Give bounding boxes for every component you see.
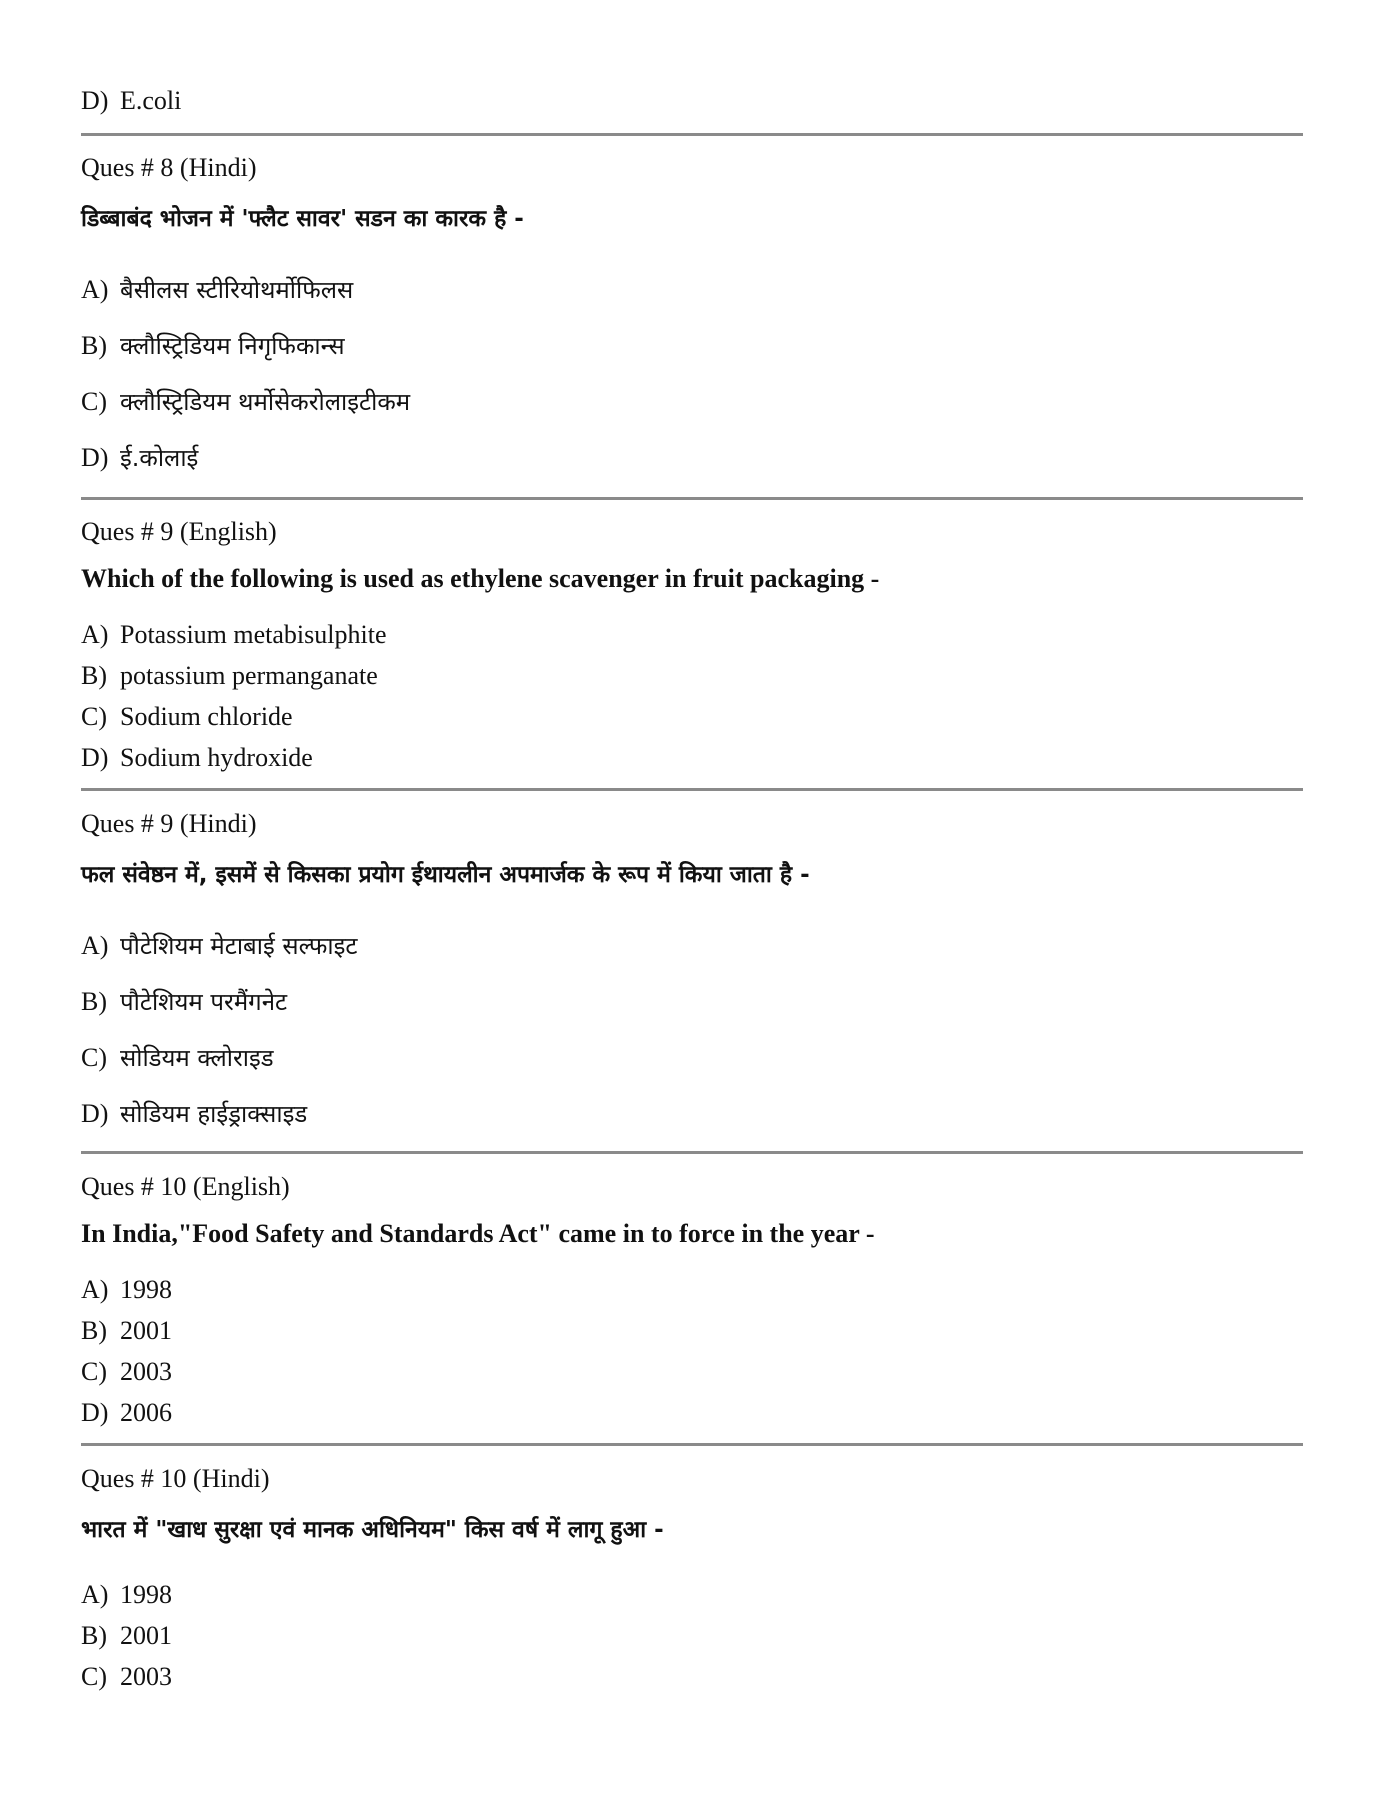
- option-label: A): [81, 931, 109, 960]
- option-label: A): [81, 1275, 109, 1304]
- option-text: 2003: [120, 1357, 172, 1386]
- option-d: [81, 745, 313, 771]
- option-a: [81, 277, 353, 303]
- option-label: A): [81, 620, 109, 649]
- option-b: [81, 333, 345, 359]
- option-text: 2006: [120, 1398, 172, 1427]
- option-text: बैसीलस स्टीरियोथर्मोफिलस: [120, 276, 354, 304]
- option-label: C): [81, 1043, 107, 1072]
- question-text: फल संवेष्ठन में, इसमें से किसका प्रयोग ईथायलीन अपमार्जक के रूप में किया जाता है -: [81, 862, 810, 888]
- option-d: [81, 88, 181, 114]
- option-text: 2001: [120, 1316, 172, 1345]
- question-header: Ques # 10 (English): [81, 1172, 290, 1201]
- option-b: [81, 1623, 172, 1649]
- option-label: B): [81, 331, 107, 360]
- question-header: Ques # 9 (Hindi): [81, 809, 257, 838]
- option-label: A): [81, 1580, 109, 1609]
- option-label: D): [81, 743, 109, 772]
- option-label: D): [81, 86, 109, 115]
- option-text: पौटेशियम परमैंगनेट: [120, 988, 288, 1016]
- option-text: पौटेशियम मेटाबाई सल्फाइट: [120, 932, 358, 960]
- option-d: [81, 1101, 307, 1127]
- option-label: D): [81, 1099, 109, 1128]
- option-c: [81, 1045, 274, 1071]
- option-text: E.coli: [120, 86, 182, 115]
- option-text: 1998: [120, 1275, 172, 1304]
- divider: [81, 133, 1303, 136]
- option-c: [81, 1664, 172, 1690]
- option-b: [81, 663, 378, 689]
- option-label: C): [81, 702, 107, 731]
- divider: [81, 497, 1303, 500]
- option-text: क्लौस्ट्रिडियम निगृफिकान्स: [120, 332, 345, 360]
- option-text: सोडियम क्लोराइड: [120, 1044, 274, 1072]
- option-d: [81, 1400, 172, 1426]
- question-text: In India,"Food Safety and Standards Act" came in to force in the year -: [81, 1219, 875, 1248]
- question-text: भारत में "खाध सुरक्षा एवं मानक अधिनियम" किस वर्ष में लागू हुआ -: [81, 1517, 664, 1543]
- option-label: C): [81, 387, 107, 416]
- question-text: डिब्बाबंद भोजन में 'फ्लैट सावर' सडन का कारक है -: [81, 206, 524, 232]
- option-d: [81, 445, 198, 471]
- question-header: Ques # 10 (Hindi): [81, 1464, 270, 1493]
- option-text: 1998: [120, 1580, 172, 1609]
- divider: [81, 788, 1303, 791]
- option-text: potassium permanganate: [120, 661, 378, 690]
- question-text: Which of the following is used as ethylene scavenger in fruit packaging -: [81, 564, 880, 593]
- option-label: D): [81, 443, 109, 472]
- option-label: C): [81, 1357, 107, 1386]
- option-a: [81, 933, 358, 959]
- option-text: क्लौस्ट्रिडियम थर्मोसेकरोलाइटीकम: [120, 388, 411, 416]
- option-label: A): [81, 275, 109, 304]
- option-c: [81, 389, 410, 415]
- option-c: [81, 704, 293, 730]
- option-label: C): [81, 1662, 107, 1691]
- option-text: Sodium hydroxide: [120, 743, 313, 772]
- question-header: Ques # 8 (Hindi): [81, 153, 257, 182]
- option-b: [81, 1318, 172, 1344]
- option-text: 2001: [120, 1621, 172, 1650]
- option-a: [81, 622, 387, 648]
- option-label: B): [81, 1621, 107, 1650]
- option-text: 2003: [120, 1662, 172, 1691]
- option-label: B): [81, 987, 107, 1016]
- option-text: Potassium metabisulphite: [120, 620, 387, 649]
- option-b: [81, 989, 287, 1015]
- option-a: [81, 1582, 172, 1608]
- option-text: सोडियम हाईड्राक्साइड: [120, 1100, 308, 1128]
- question-header: Ques # 9 (English): [81, 517, 277, 546]
- option-a: [81, 1277, 172, 1303]
- option-label: B): [81, 661, 107, 690]
- option-label: B): [81, 1316, 107, 1345]
- divider: [81, 1443, 1303, 1446]
- option-c: [81, 1359, 172, 1385]
- option-label: D): [81, 1398, 109, 1427]
- divider: [81, 1151, 1303, 1154]
- option-text: Sodium chloride: [120, 702, 293, 731]
- option-text: ई.कोलाई: [120, 444, 199, 472]
